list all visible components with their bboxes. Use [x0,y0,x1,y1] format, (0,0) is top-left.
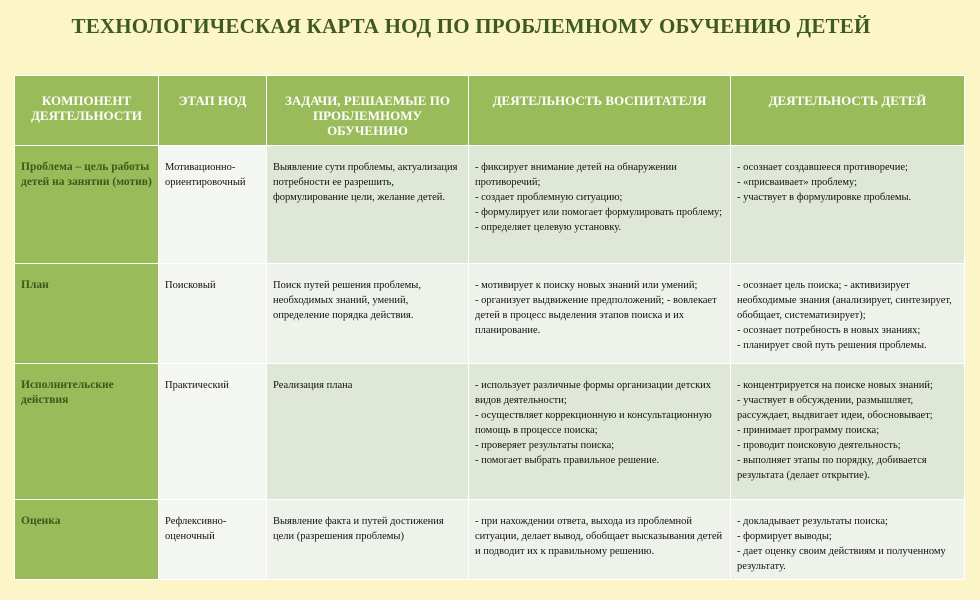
children-cell [731,500,965,580]
tasks-cell: Выявление сути проблемы, актуализация потребности ее разрешить, формулирование цели, желание детей. [267,146,469,264]
children-item: - формирует выводы; [737,531,832,542]
teacher-item: - осуществляет коррекционную и консультационную помощь в процессе поиска; [475,410,712,436]
teacher-item: - создает проблемную ситуацию; [475,192,623,203]
component-cell: Проблема – цель работы детей на занятии (мотив) [15,146,159,264]
teacher-cell [469,264,731,364]
column-header-teacher: ДЕЯТЕЛЬНОСТЬ ВОСПИТАТЕЛЯ [469,76,731,146]
children-item: - выполняет этапы по порядку, добивается результата (делает открытие). [737,455,927,481]
column-header-component: КОМПОНЕНТ ДЕЯТЕЛЬНОСТИ [15,76,159,146]
column-header-children: ДЕЯТЕЛЬНОСТЬ ДЕТЕЙ [731,76,965,146]
children-item: - «присваивает» проблему; [737,177,857,188]
children-item: - принимает программу поиска; [737,425,880,436]
tasks-cell: Выявление факта и путей достижения цели (разрешения проблемы) [267,500,469,580]
table-row [15,500,965,580]
teacher-item: - фиксирует внимание детей на обнаружении противоречий; [475,162,677,188]
tasks-cell: Реализация плана [267,364,469,500]
children-item: - дает оценку своим действиям и полученному результату. [737,546,946,572]
teacher-item: - организует выдвижение предположений; - вовлекает детей в процесс выделения этапов поиска и их планирование. [475,295,717,336]
children-item: - концентрируется на поиске новых знаний; [737,380,933,391]
header-row [15,76,965,146]
children-cell [731,364,965,500]
table-row [15,264,965,364]
teacher-item: - формулирует или помогает формулировать проблему; [475,207,723,218]
stage-cell: Практический [159,364,267,500]
teacher-item: - проверяет результаты поиска; [475,440,615,451]
teacher-item: - использует различные формы организации детских видов деятельности; [475,380,712,406]
stage-cell: Поисковый [159,264,267,364]
children-cell [731,146,965,264]
teacher-cell [469,500,731,580]
stage-cell: Мотивационно-ориентировочный [159,146,267,264]
children-item: - планирует свой путь решения проблемы. [737,340,927,351]
table-row [15,364,965,500]
children-item: - проводит поисковую деятельность; [737,440,901,451]
teacher-cell [469,364,731,500]
teacher-item: - при нахождении ответа, выхода из проблемной ситуации, делает вывод, обобщает высказывания детей и подводит их к правильному решению. [475,516,723,557]
column-header-tasks: ЗАДАЧИ, РЕШАЕМЫЕ ПО ПРОБЛЕМНОМУ ОБУЧЕНИЮ [267,76,469,146]
children-cell [731,264,965,364]
teacher-cell [469,146,731,264]
table-row [15,146,965,264]
children-item: - осознает создавшееся противоречие; [737,162,908,173]
page-title: ТЕХНОЛОГИЧЕСКАЯ КАРТА НОД ПО ПРОБЛЕМНОМУ ОБУЧЕНИЮ ДЕТЕЙ [71,14,871,38]
tech-map-table [14,75,965,580]
component-cell: Исполнительские действия [15,364,159,500]
component-cell: Оценка [15,500,159,580]
teacher-item: - мотивирует к поиску новых знаний или умений; [475,280,698,291]
teacher-item: - помогает выбрать правильное решение. [475,455,660,466]
component-cell: План [15,264,159,364]
stage-cell: Рефлексивно-оценочный [159,500,267,580]
children-item: - участвует в формулировке проблемы. [737,192,912,203]
tasks-cell: Поиск путей решения проблемы, необходимых знаний, умений, определение порядка действия. [267,264,469,364]
teacher-item: - определяет целевую установку. [475,222,622,233]
children-item: - участвует в обсуждении, размышляет, рассуждает, выдвигает идеи, обосновывает; [737,395,933,421]
column-header-stage: ЭТАП НОД [159,76,267,146]
children-item: - докладывает результаты поиска; [737,516,888,527]
children-item: - осознает цель поиска; - активизирует необходимые знания (анализирует, синтезирует, обобщает, систематизирует); [737,280,952,321]
children-item: - осознает потребность в новых знаниях; [737,325,921,336]
